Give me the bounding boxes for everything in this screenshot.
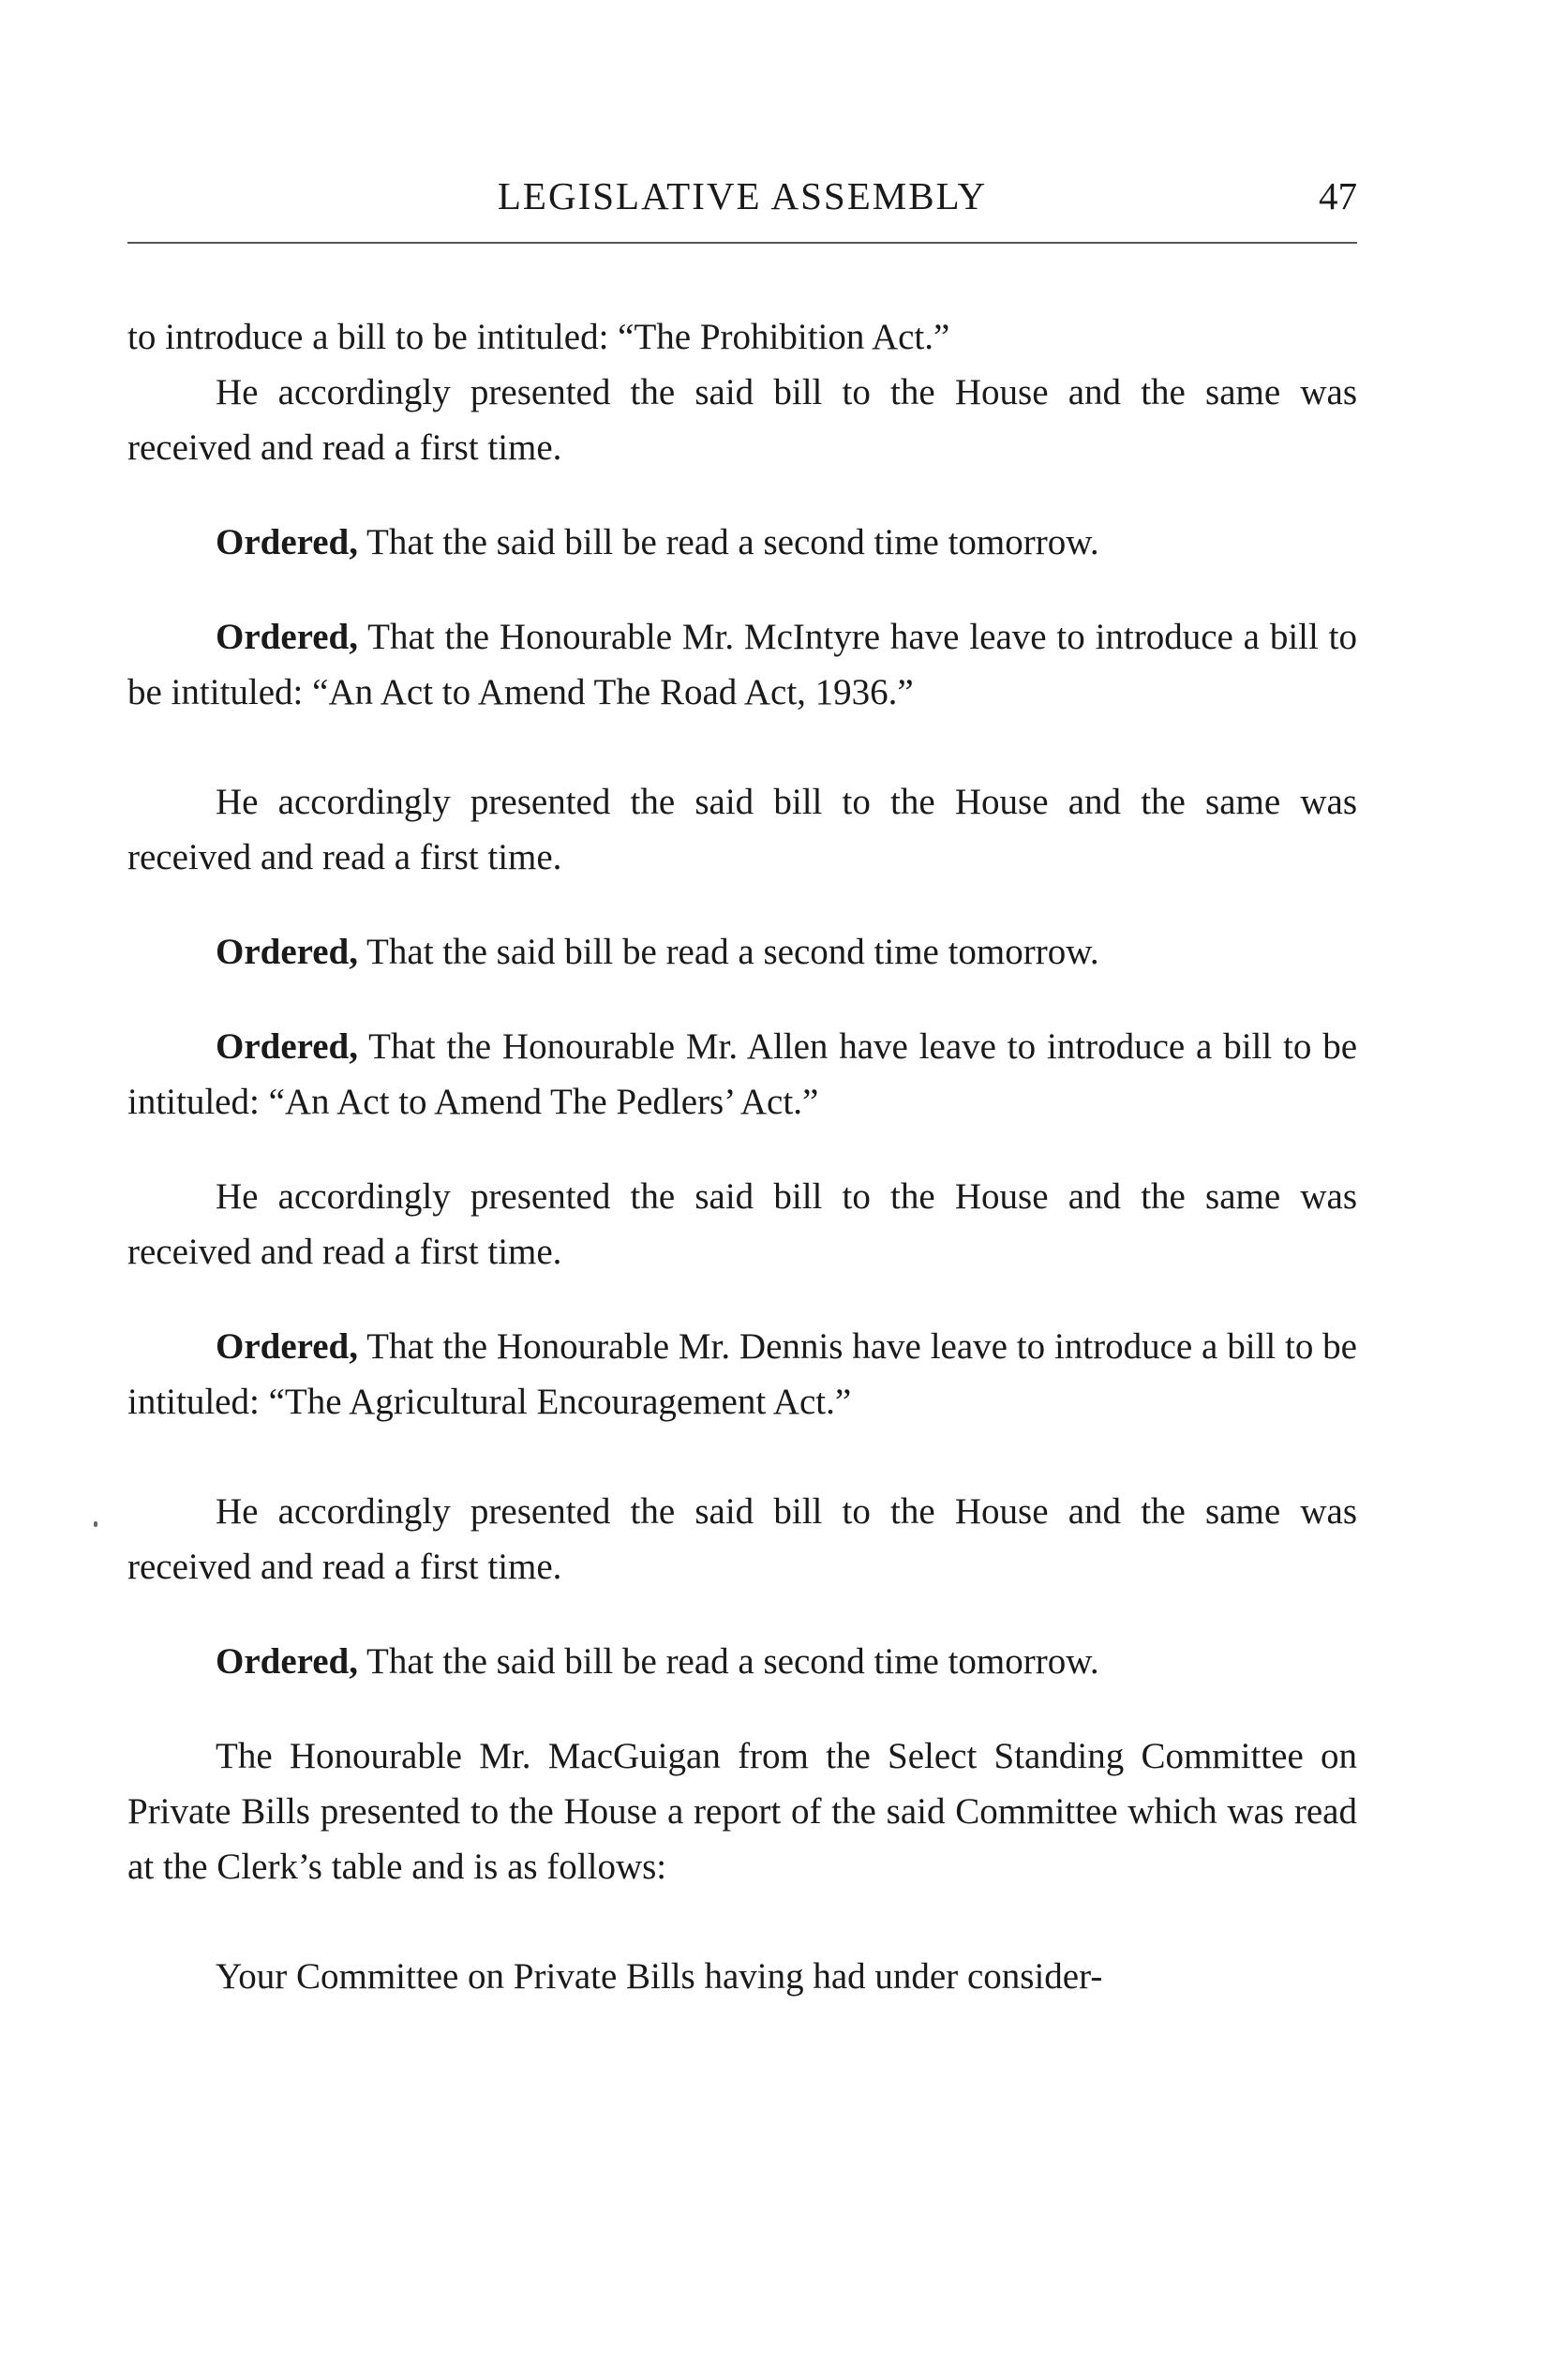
paragraph-lead: Ordered, — [216, 1026, 359, 1067]
paragraph — [127, 1484, 1357, 1594]
running-title: LEGISLATIVE ASSEMBLY — [497, 174, 988, 217]
paragraph — [127, 1728, 1357, 1894]
paragraph-text: He accordingly presented the said bill to the House and the same was received and read a first time. — [127, 1176, 1357, 1272]
paragraph — [127, 1319, 1357, 1429]
paragraph — [127, 515, 1357, 570]
paragraph — [127, 609, 1357, 720]
paragraph-text: He accordingly presented the said bill to the House and the same was received and read a first time. — [127, 782, 1357, 877]
paragraph-text: That the said bill be read a second time tomorrow. — [358, 932, 1099, 972]
body-text — [127, 309, 1357, 2004]
header-rule — [127, 242, 1357, 244]
paragraph-text: That the Honourable Mr. McIntyre have leave to introduce a bill to be intituled: “An Act to Amend The Road Act, 1936.” — [127, 617, 1357, 712]
paragraph — [127, 924, 1357, 980]
paragraph-text: He accordingly presented the said bill to the House and the same was received and read a first time. — [127, 372, 1357, 468]
paragraph — [127, 774, 1357, 885]
page-number: 47 — [1319, 174, 1357, 217]
scan-speck — [94, 1521, 97, 1527]
paragraph-text: That the said bill be read a second time tomorrow. — [358, 522, 1099, 562]
paragraph-text: He accordingly presented the said bill to the House and the same was received and read a first time. — [127, 1491, 1357, 1587]
paragraph-text: That the said bill be read a second time tomorrow. — [358, 1641, 1099, 1682]
paragraph — [127, 1949, 1357, 2004]
paragraph-lead: Ordered, — [216, 932, 359, 972]
running-header — [127, 173, 1357, 230]
paragraph-text: Your Committee on Private Bills having had under consider- — [216, 1956, 1103, 1997]
paragraph — [127, 1634, 1357, 1689]
paragraph — [127, 1169, 1357, 1279]
paragraph-text: The Honourable Mr. MacGuigan from the Select Standing Committee on Private Bills presented to the House a report of the said Committee which was read at the Clerk’s table and is as follows: — [127, 1736, 1357, 1887]
paragraph — [127, 365, 1357, 475]
paragraph-lead: Ordered, — [216, 1641, 359, 1682]
paragraph-lead: Ordered, — [216, 522, 359, 562]
paragraph — [127, 1019, 1357, 1130]
paragraph-text: to introduce a bill to be intituled: “The Prohibition Act.” — [127, 317, 950, 357]
paragraph-lead: Ordered, — [216, 1326, 359, 1367]
paragraph-text: That the Honourable Mr. Allen have leave to introduce a bill to be intituled: “An Act to Amend The Pedlers’ Act.” — [127, 1026, 1357, 1122]
paragraph — [127, 309, 1357, 365]
paragraph-text: That the Honourable Mr. Dennis have leave to introduce a bill to be intituled: “The Agricultural Encouragement Act.” — [127, 1326, 1357, 1422]
paragraph-lead: Ordered, — [216, 617, 359, 657]
